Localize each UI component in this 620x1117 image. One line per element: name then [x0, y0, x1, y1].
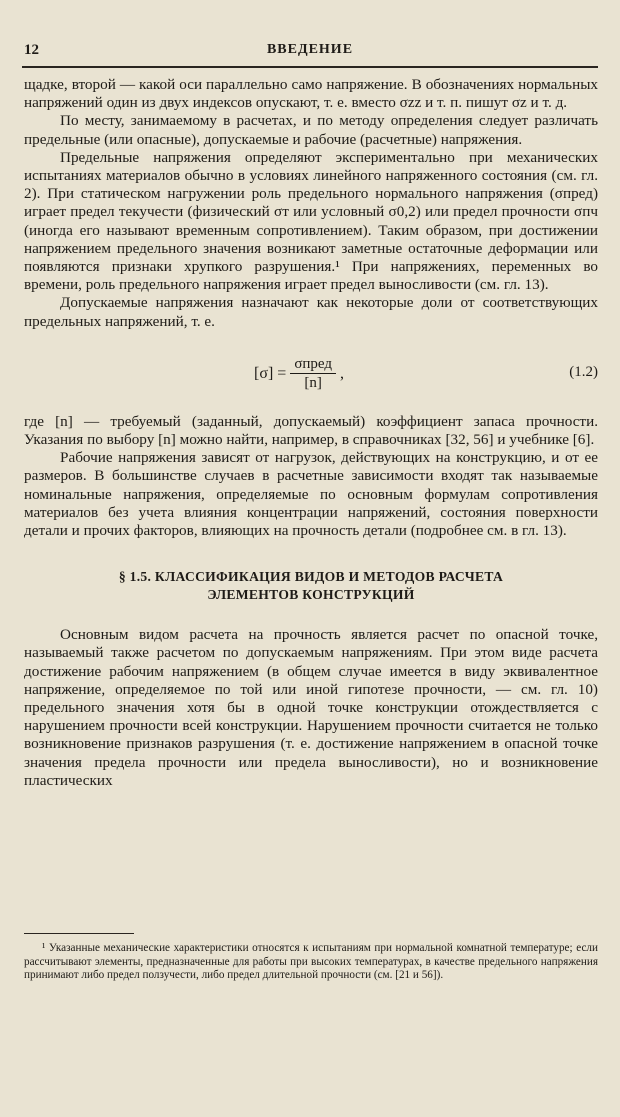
- formula: [254, 345, 344, 403]
- page-number: 12: [24, 42, 39, 58]
- paragraph: Допускаемые напряжения назначают как некоторые доли от соответствующих предельных напряжений, т. е.: [24, 294, 598, 330]
- paragraph: щадке, второй — какой оси параллельно само напряжение. В обозначениях нормальных напряжений один из двух индексов опускают, т. е. вместо σzz и т. п. пишут σz и т. д.: [24, 76, 598, 112]
- formula-lhs: [σ] =: [254, 364, 287, 382]
- running-head: ВВЕДЕНИЕ: [266, 42, 354, 57]
- formula-trailing: ,: [340, 364, 345, 382]
- paragraph: Основным видом расчета на прочность является расчет по опасной точке, называемый также расчетом по допускаемым напряжениям. При этом виде расчета достижение рабочим напряжением (в общем случае имеется в виду эквивалентное напряжение, определяемое по той или иной гипотезе прочности, — см. гл. 10) предельного значения хотя бы в одной точке конструкции отождествляется с нарушением прочности всей конструкции. Нарушением прочности считается не только возникновение признаков разрушения (т. е. достижение напряжением в опасной точке значения предела прочности или предела выносливости), но и возникновение пластических: [24, 626, 598, 789]
- footnote-divider: [24, 933, 134, 934]
- formula-block: [24, 345, 598, 403]
- main-text: [24, 76, 598, 790]
- section-heading: [24, 568, 598, 604]
- formula-number: (1.2): [569, 363, 598, 380]
- paragraph: Рабочие напряжения зависят от нагрузок, действующих на конструкцию, и от ее размеров. В большинстве случаев в расчетные зависимости входят так называемые номинальные напряжения, определяемые по основным формулам сопротивления материалов без учета влияния концентрации напряжений, состояния поверхности детали и прочих факторов, влияющих на прочность детали (подробнее см. в гл. 13).: [24, 449, 598, 540]
- paragraph: Предельные напряжения определяют экспериментально при механических испытаниях материалов обычно в условиях линейного напряженного состояния (см. гл. 2). При статическом нагружении роль предельного нормального напряжения (σпред) играет предел текучести (физический σт или условный σ0,2) или предел прочности σпч (иногда его называют временным сопротивлением). Таким образом, при достижении напряжением предельного значения возникают заметные остаточные деформации или появляются признаки хрупкого разрушения.¹ При напряжениях, переменных во времени, роль предельного напряжения играет предел выносливости (см. гл. 13).: [24, 148, 598, 294]
- footnote: [24, 942, 598, 983]
- paragraph: По месту, занимаемому в расчетах, и по методу определения следует различать предельные (или опасные), допускаемые и рабочие (расчетные) напряжения.: [24, 112, 598, 148]
- section-heading-line: § 1.5. КЛАССИФИКАЦИЯ ВИДОВ И МЕТОДОВ РАСЧЕТА: [118, 569, 504, 585]
- section-heading-line: ЭЛЕМЕНТОВ КОНСТРУКЦИЙ: [207, 587, 415, 603]
- formula-fraction: [290, 355, 336, 392]
- footnote-text: ¹ Указанные механические характеристики относятся к испытаниям при нормальной комнатной температуре; если рассчитывают элементы, предназначенные для работы при высоких температурах, в качестве предельного напряжения принимают либо предел ползучести, либо предел длительной прочности (см. [21 и 56]).: [24, 942, 598, 982]
- formula-denominator: [n]: [304, 375, 322, 392]
- formula-numerator: σпред: [290, 355, 336, 374]
- paragraph: где [n] — требуемый (заданный, допускаемый) коэффициент запаса прочности. Указания по выбору [n] можно найти, например, в справочниках [32, 56] и учебнике [6].: [24, 412, 598, 449]
- page-header: [22, 42, 598, 68]
